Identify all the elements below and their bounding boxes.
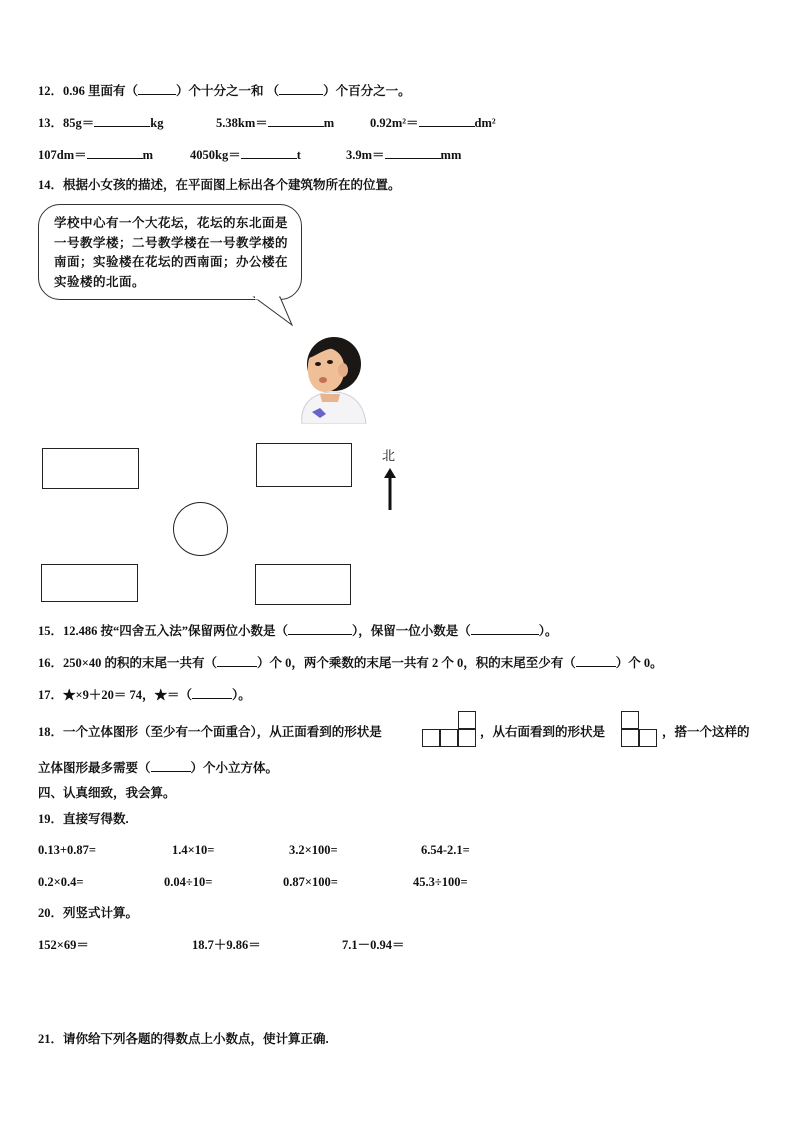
q18-text-e: ）个小立方体。 [190,761,279,775]
front-view-cube [458,729,476,747]
q15-line [38,623,558,639]
q21-number: 21． [38,1032,64,1046]
q17-text-a: ★×9＋20＝ 74，★＝（ [63,688,193,702]
q15-blank-1[interactable] [288,623,352,635]
q14-text: 根据小女孩的描述，在平面图上标出各个建筑物所在的位置。 [63,178,401,192]
q19-item: 6.54-2.1= [421,843,470,857]
q19-item: 0.04÷10= [164,875,213,889]
q18-blank[interactable] [151,760,191,772]
girl-illustration [290,328,372,424]
q13-r1-unit-1: kg [150,116,164,130]
q16-line [38,655,663,671]
q13-r2-blank-1[interactable] [87,147,143,159]
q19-title: 直接写得数. [63,812,129,826]
q13-line-1c [370,115,496,131]
q20-number: 20． [38,906,64,920]
q19-item: 45.3÷100= [413,875,468,889]
q20-item: 7.1－0.94＝ [342,938,405,952]
q13-line-2c [346,147,461,163]
q16-text-c: ）个 0。 [615,656,663,670]
q20-line [38,905,138,921]
north-arrow-icon [383,468,397,512]
q12-text-b: ）个十分之一和 （ [176,84,280,98]
q12-blank-1[interactable] [138,83,176,95]
q18-text-b: ，从右面看到的形状是 [480,725,606,739]
front-view-cube [458,711,476,729]
map-box-east-north[interactable] [256,443,352,487]
q17-line [38,687,251,703]
q18-line-b [480,724,605,740]
q13-r1-pre-2: 5.38km＝ [216,116,268,130]
q18-line-d [38,760,278,776]
q13-r2-unit-2: t [296,148,301,162]
q13-r2-blank-2[interactable] [241,147,297,159]
flower-bed-circle [173,502,228,556]
q13-r1-blank-3[interactable] [419,115,475,127]
q16-text-a: 250×40 的积的末尾一共有（ [63,656,218,670]
q18-number: 18． [38,725,64,739]
speech-bubble-tail [250,292,300,326]
q16-text-b: ）个 0，两个乘数的末尾一共有 2 个 0，积的末尾至少有（ [257,656,576,670]
front-view-cube [422,729,440,747]
q13-line-1b [216,115,334,131]
q19-number: 19． [38,812,64,826]
q15-text-c: ）。 [538,624,558,638]
q12-blank-2[interactable] [279,83,323,95]
q13-number: 13． [38,116,64,130]
q14-line [38,177,401,193]
q18-text-d: 立体图形最多需要（ [38,761,151,775]
q13-r1-unit-2: m [323,116,335,130]
right-view-cube [621,711,639,729]
q13-r1-pre-1: 85g＝ [63,116,95,130]
q13-r1-blank-2[interactable] [268,115,324,127]
q16-blank-2[interactable] [576,655,616,667]
q13-line-2b [190,147,301,163]
q12-number: 12． [38,84,64,98]
q13-r1-blank-1[interactable] [94,115,150,127]
q12-text-c: ）个百分之一。 [323,84,411,98]
q20-item: 152×69＝ [38,938,89,952]
q21-text: 请你给下列各题的得数点上小数点，使计算正确. [63,1032,329,1046]
q14-number: 14． [38,178,64,192]
q20-item: 18.7＋9.86＝ [192,938,261,952]
q18-line-a [38,724,382,740]
q13-r2-pre-1: 107dm＝ [38,148,87,162]
q17-blank[interactable] [192,687,232,699]
q18-text-c: ，搭一个这样的 [662,725,750,739]
q19-item: 3.2×100= [289,843,338,857]
map-box-west-north[interactable] [42,448,139,489]
q16-number: 16． [38,656,64,670]
q19-item: 0.87×100= [283,875,338,889]
speech-bubble-text: 学校中心有一个大花坛，花坛的东北面是一号教学楼；二号教学楼在一号教学楼的南面；实验楼在花坛的西南面；办公楼在实验楼的北面。 [54,215,289,289]
q18-line-c [662,724,750,740]
q19-item: 1.4×10= [172,843,215,857]
right-view-cube [621,729,639,747]
q16-blank-1[interactable] [217,655,257,667]
q13-r1-pre-3: 0.92m²＝ [370,116,419,130]
q15-text-a: 12.486 按“四舍五入法”保留两位小数是（ [63,624,289,638]
map-box-west-south[interactable] [41,564,138,602]
q17-number: 17． [38,688,64,702]
q13-r2-unit-3: mm [440,148,462,162]
q19-line [38,811,129,827]
north-label: 北 [382,449,396,464]
q12-line [38,83,411,99]
map-box-east-south[interactable] [255,564,351,605]
q13-r1-unit-3: dm² [474,116,496,130]
q13-r2-pre-2: 4050kg＝ [190,148,241,162]
q18-text-a: 一个立体图形（至少有一个面重合），从正面看到的形状是 [63,725,382,739]
q15-blank-2[interactable] [471,623,539,635]
q15-number: 15． [38,624,64,638]
q19-item: 0.13+0.87= [38,843,96,857]
right-view-cube [639,729,657,747]
q13-r2-pre-3: 3.9m＝ [346,148,385,162]
q13-r2-unit-1: m [142,148,154,162]
q17-text-b: ）。 [232,688,251,702]
q20-title: 列竖式计算。 [63,906,139,920]
q15-text-b: ），保留一位小数是（ [352,624,471,638]
q19-item: 0.2×0.4= [38,875,84,889]
q13-r2-blank-3[interactable] [385,147,441,159]
q12-text-a: 0.96 里面有（ [63,84,139,98]
section-4-heading: 四、认真细致，我会算。 [38,786,176,800]
q21-line [38,1031,329,1047]
front-view-cube [440,729,458,747]
q13-line-2 [38,147,153,163]
q13-line-1 [38,115,163,131]
